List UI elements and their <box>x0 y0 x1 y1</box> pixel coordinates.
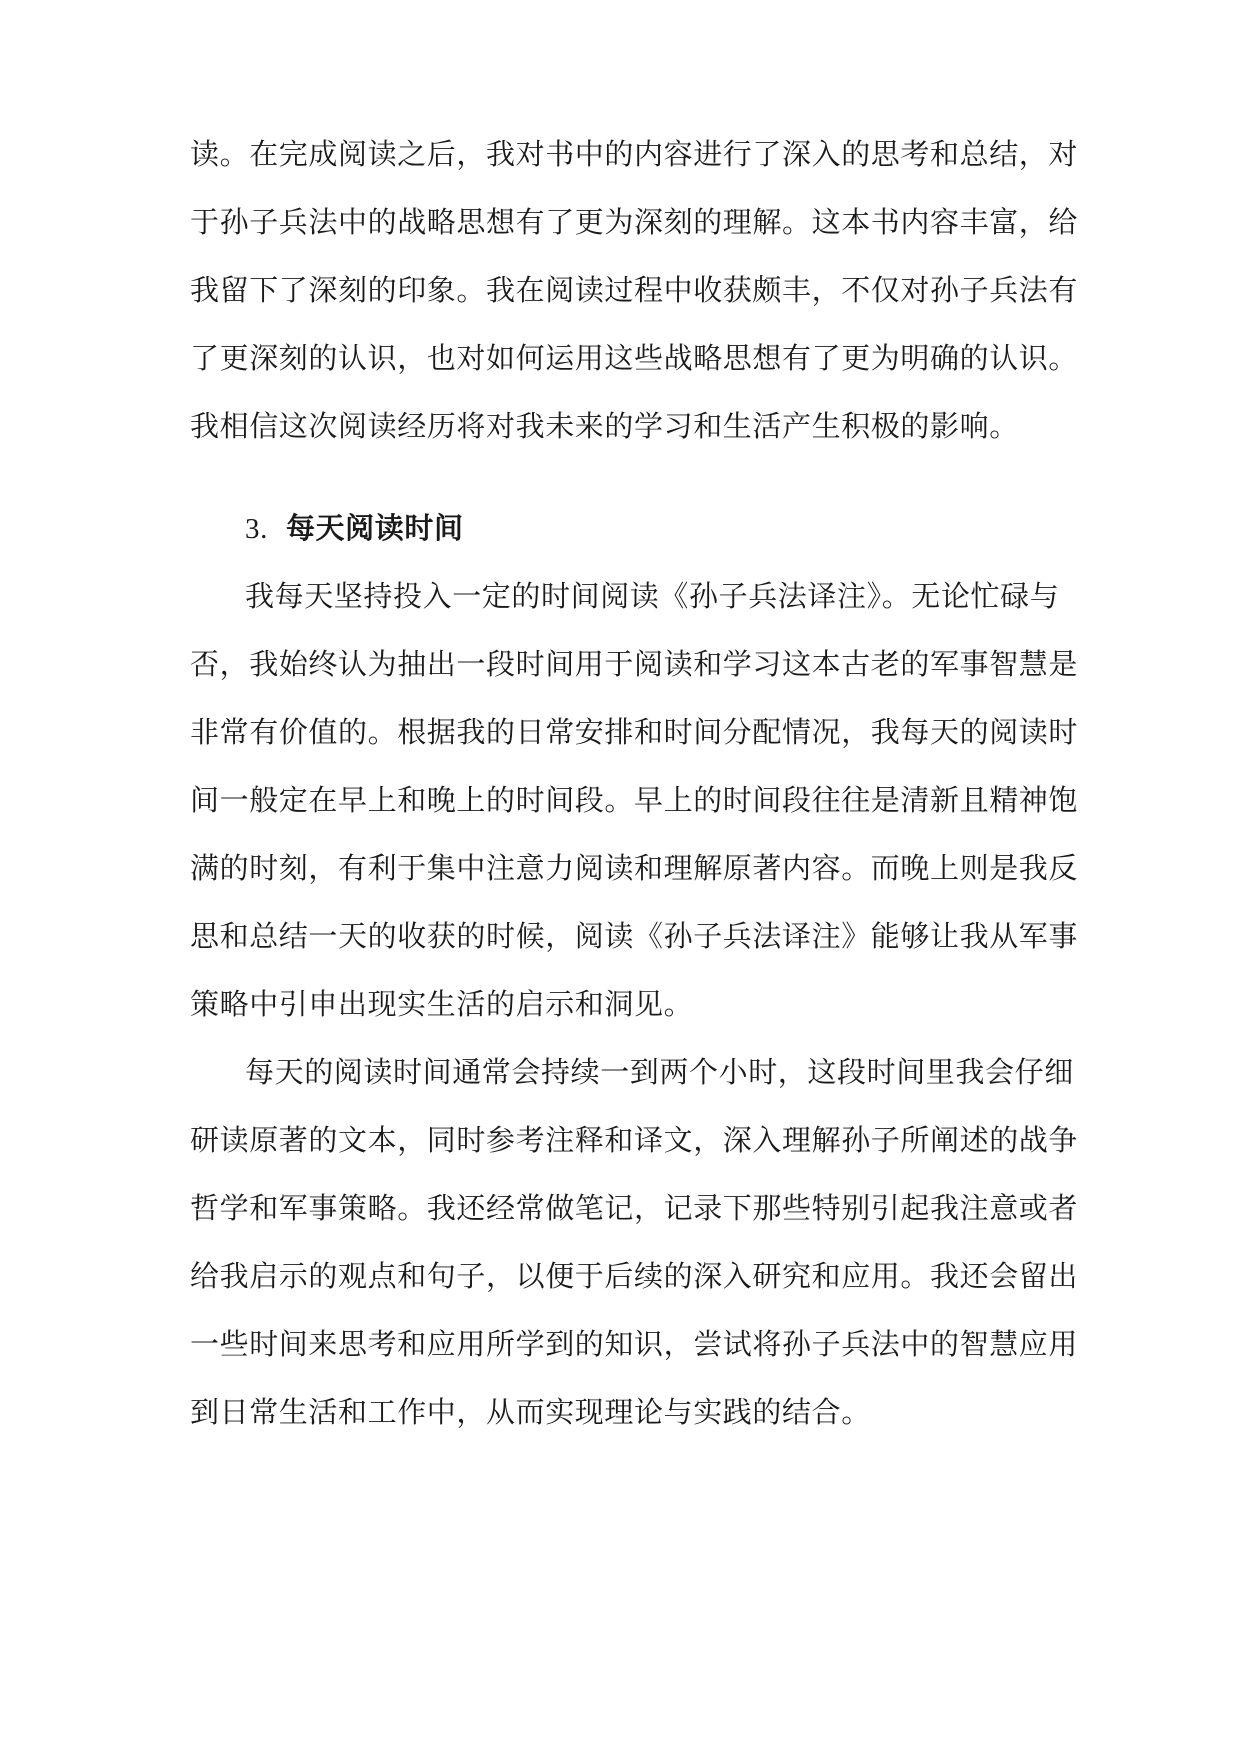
text-line: 每天的阅读时间通常会持续一到两个小时，这段时间里我会仔细 <box>245 1055 1074 1089</box>
text-line: 间一般定在早上和晚上的时间段。早上的时间段往往是清新且精神饱 <box>190 783 1079 817</box>
text-line: 于孙子兵法中的战略思想有了更为深刻的理解。这本书内容丰富，给 <box>190 205 1079 239</box>
text-line: 思和总结一天的收获的时候，阅读《孙子兵法译注》能够让我从军事 <box>190 919 1079 953</box>
text-line: 策略中引申出现实生活的启示和洞见。 <box>190 987 694 1021</box>
text-line: 到日常生活和工作中，从而实现理论与实践的结合。 <box>190 1395 871 1429</box>
section-heading <box>245 508 464 548</box>
section-title: 每天阅读时间 <box>285 511 464 545</box>
text-line: 哲学和军事策略。我还经常做笔记，记录下那些特别引起我注意或者 <box>190 1191 1079 1225</box>
text-line: 非常有价值的。根据我的日常安排和时间分配情况，我每天的阅读时 <box>190 715 1079 749</box>
text-line: 我每天坚持投入一定的时间阅读《孙子兵法译注》。无论忙碌与 <box>245 579 1060 613</box>
text-line: 我相信这次阅读经历将对我未来的学习和生活产生积极的影响。 <box>190 409 1019 443</box>
text-line: 了更深刻的认识，也对如何运用这些战略思想有了更为明确的认识。 <box>190 341 1079 375</box>
text-line: 否，我始终认为抽出一段时间用于阅读和学习这本古老的军事智慧是 <box>190 647 1079 681</box>
text-line: 给我启示的观点和句子，以便于后续的深入研究和应用。我还会留出 <box>190 1259 1079 1293</box>
text-line: 我留下了深刻的印象。我在阅读过程中收获颇丰，不仅对孙子兵法有 <box>190 273 1079 307</box>
text-line: 研读原著的文本，同时参考注释和译文，深入理解孙子所阐述的战争 <box>190 1123 1079 1157</box>
text-line: 满的时刻，有利于集中注意力阅读和理解原著内容。而晚上则是我反 <box>190 851 1079 885</box>
text-line: 读。在完成阅读之后，我对书中的内容进行了深入的思考和总结，对 <box>190 137 1079 171</box>
text-line: 一些时间来思考和应用所学到的知识，尝试将孙子兵法中的智慧应用 <box>190 1327 1079 1361</box>
section-number: 3. <box>245 513 268 545</box>
